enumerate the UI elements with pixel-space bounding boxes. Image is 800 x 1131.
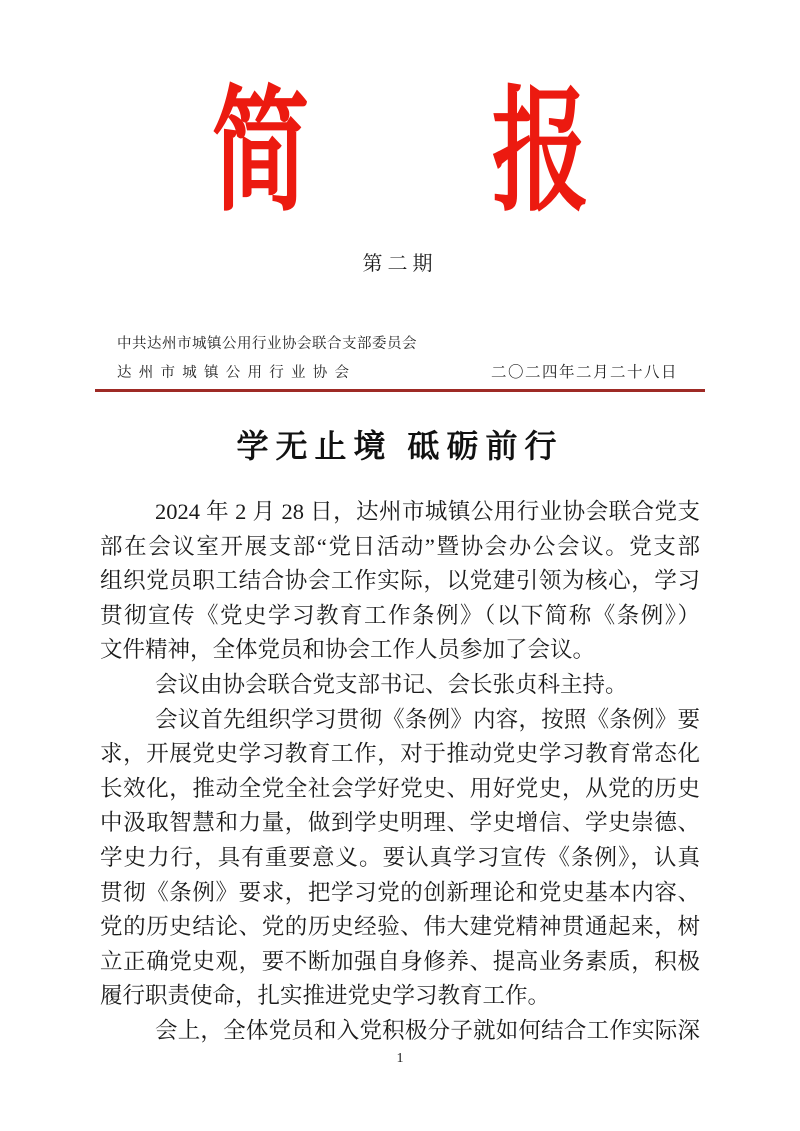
masthead-title (0, 0, 800, 228)
article-body (100, 495, 700, 1049)
body-line: 贯彻宣传《党史学习教育工作条例》（以下简称《条例》） (100, 602, 700, 628)
body-line: 学史力行，具有重要意义。要认真学习宣传《条例》，认真 (100, 844, 700, 870)
org-name-line-2: 达州市城镇公用行业协会 (117, 365, 349, 381)
body-line: 立正确党史观，要不断加强自身修养、提高业务素质，积极 (100, 948, 700, 974)
body-line: 会议由协会联合党支部书记、会长张贞科主持。 (155, 671, 628, 697)
body-line: 党的历史结论、党的历史经验、伟大建党精神贯通起来，树 (100, 914, 700, 940)
page-number: 1 (396, 1050, 404, 1066)
body-line: 履行职责使命，扎实推进党史学习教育工作。 (100, 983, 551, 1009)
body-line: 贯彻《条例》要求，把学习党的创新理论和党史基本内容、 (100, 879, 700, 905)
issue-number: 第二期 (362, 253, 438, 275)
body-line: 部在会议室开展支部“党日活动”暨协会办公会议。党支部 (100, 533, 700, 559)
masthead-char: 报 (491, 79, 589, 228)
body-line: 长效化，推动全党全社会学好党史、用好党史，从党的历史 (100, 775, 700, 801)
red-divider-rule (95, 389, 705, 392)
body-line: 文件精神，全体党员和协会工作人员参加了会议。 (100, 637, 596, 663)
org-name-line-1: 中共达州市城镇公用行业协会联合支部委员会 (117, 336, 417, 352)
body-line: 2024 年 2 月 28 日，达州市城镇公用行业协会联合党支 (155, 499, 700, 524)
body-line: 组织党员职工结合协会工作实际，以党建引领为核心，学习 (100, 568, 700, 594)
article-title: 学无止境 砥砺前行 (236, 428, 564, 464)
org-header-block (117, 332, 678, 382)
masthead-char: 简 (211, 79, 309, 228)
body-line: 中汲取智慧和力量，做到学史明理、学史增信、学史崇德、 (100, 810, 700, 836)
issue-date: 二〇二四年二月二十八日 (490, 364, 678, 381)
body-line: 求，开展党史学习教育工作，对于推动党史学习教育常态化 (100, 741, 700, 767)
body-line: 会议首先组织学习贯彻《条例》内容，按照《条例》要 (155, 706, 700, 732)
body-line: 会上，全体党员和入党积极分子就如何结合工作实际深 (155, 1017, 700, 1043)
